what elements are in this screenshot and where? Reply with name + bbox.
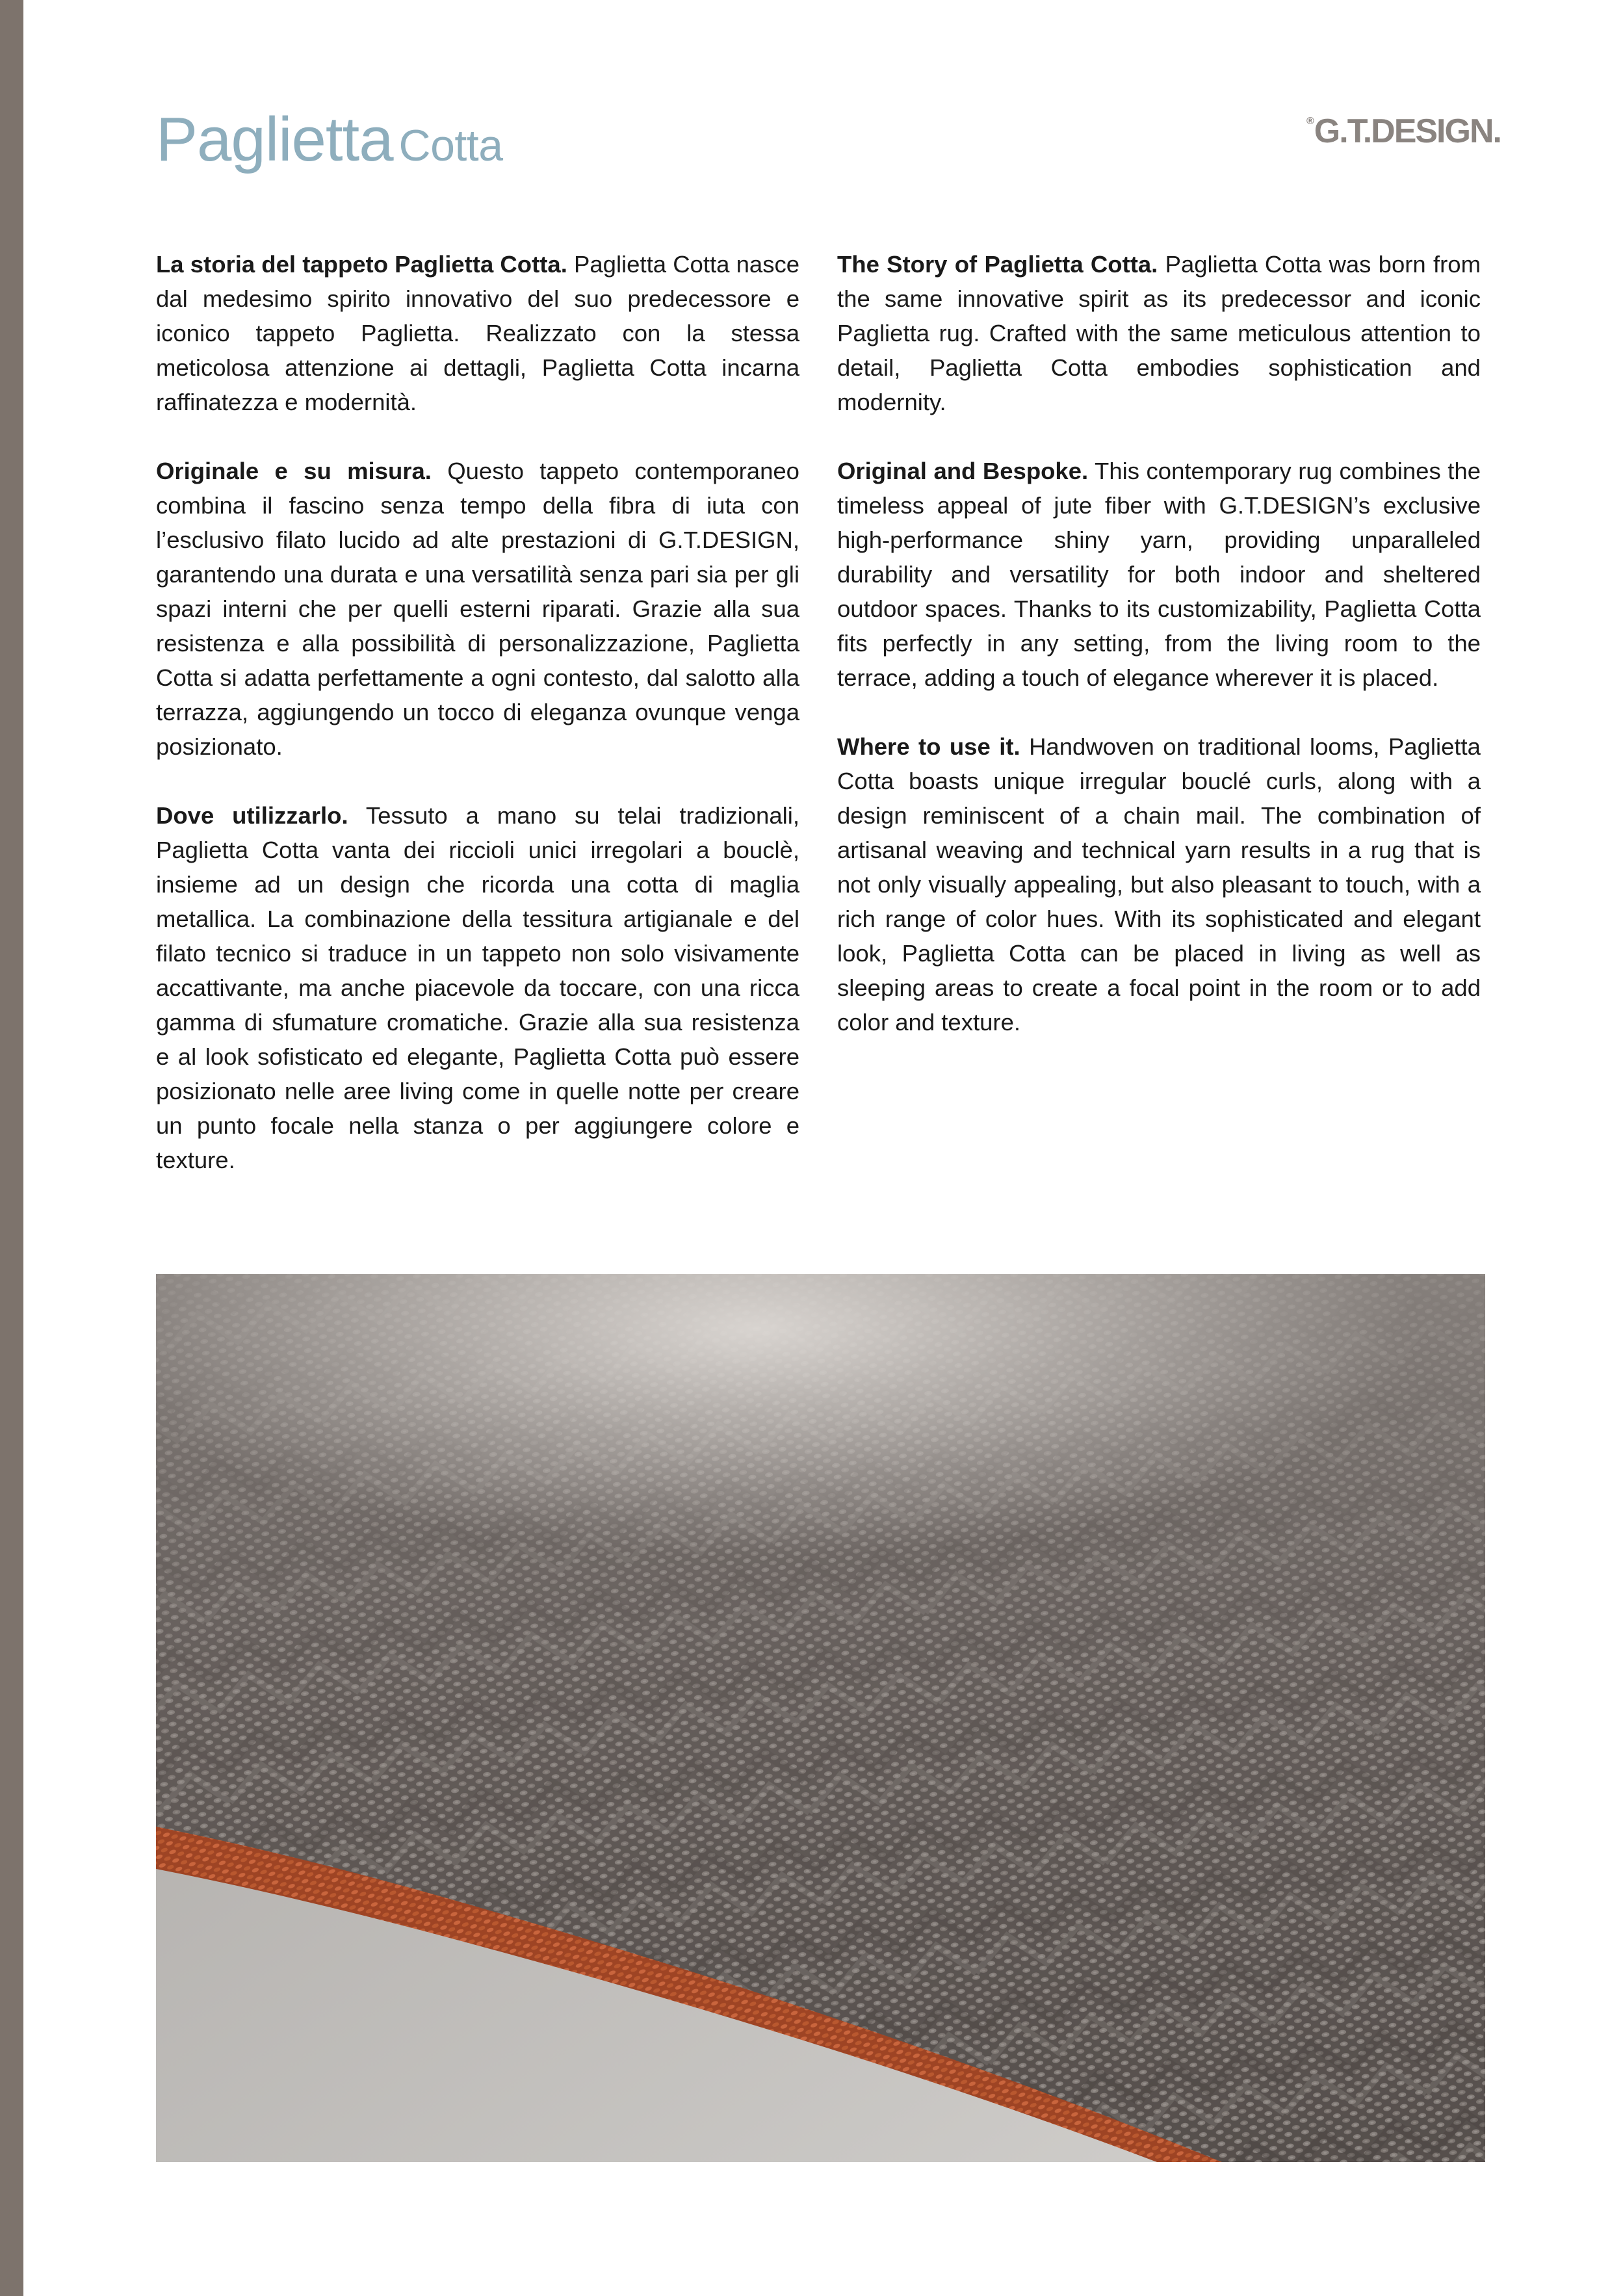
paragraph-story-en xyxy=(837,247,1481,419)
rug-photo xyxy=(156,1274,1485,2162)
paragraph-bespoke-en xyxy=(837,454,1481,695)
paragraph-body: Questo tappeto contemporaneo combina il fascino senza tempo della fibra di iuta con l’esclusivo filato lucido ad alte prestazioni di G.T.DESIGN, garantendo una durata e una versatilità senza pari sia per gli spazi interni che per quelli esterni riparati. Grazie alla sua resistenza e alla possibilità di personalizzazione, Paglietta Cotta si adatta perfettamente a ogni contesto, dal salotto alla terrazza, aggiungendo un tocco di eleganza ovunque venga posizionato. xyxy=(156,458,799,760)
paragraph-story-it xyxy=(156,247,799,419)
light-highlight xyxy=(156,1274,1485,1729)
paragraph-body: Tessuto a mano su telai tradizionali, Paglietta Cotta vanta dei riccioli unici irregolari a bouclè, insieme ad un design che ricorda una cotta di maglia metallica. La combinazione della tessitura artigianale e del filato tecnico si traduce in un tappeto non solo visivamente accattivante, ma anche piacevole da toccare, con una ricca gamma di sfumature cromatiche. Grazie alla sua resistenza e al look sofisticato ed elegante, Paglietta Cotta può essere posizionato nelle aree living come in quelle notte per creare un punto focale nella stanza o per aggiungere colore e texture. xyxy=(156,802,799,1173)
paragraph-usage-it xyxy=(156,798,799,1177)
paragraph-body: Handwoven on traditional looms, Paglietta Cotta boasts unique irregular bouclé curls, along with a design reminiscent of a chain mail. The combination of artisanal weaving and technical yarn results in a rug that is not only visually appealing, but also pleasant to touch, with a rich range of color hues. With its sophisticated and elegant look, Paglietta Cotta can be placed in living as well as sleeping areas to create a focal point in the room or to add color and texture. xyxy=(837,733,1481,1036)
registered-mark: ® xyxy=(1306,116,1314,127)
title-main: Paglietta xyxy=(156,105,393,174)
paragraph-lead: The Story of Paglietta Cotta. xyxy=(837,251,1158,278)
paragraph-lead: La storia del tappeto Paglietta Cotta. xyxy=(156,251,567,278)
paragraph-lead: Where to use it. xyxy=(837,733,1020,760)
paragraph-lead: Dove utilizzarlo. xyxy=(156,802,348,829)
rug-photo-image xyxy=(156,1274,1485,2162)
title-sub: Cotta xyxy=(398,121,503,170)
paragraph-lead: Originale e su misura. xyxy=(156,458,432,484)
logo-text: G.T.DESIGN. xyxy=(1314,112,1501,150)
brand-logo xyxy=(1306,112,1501,151)
paragraph-body: Paglietta Cotta nasce dal medesimo spirito innovativo del suo predecessore e iconico tappeto Paglietta. Realizzato con la stessa meticolosa attenzione ai dettagli, Paglietta Cotta incarna raffinatezza e modernità. xyxy=(156,251,799,415)
side-band xyxy=(0,0,23,2296)
page-title xyxy=(156,104,503,176)
paragraph-body: Paglietta Cotta was born from the same innovative spirit as its predecessor and iconic Paglietta rug. Crafted with the same meticulous attention to detail, Paglietta Cotta embodies sophistication and modernity. xyxy=(837,251,1481,415)
italian-column xyxy=(156,247,799,1177)
paragraph-usage-en xyxy=(837,729,1481,1039)
english-column xyxy=(837,247,1481,1039)
paragraph-lead: Original and Bespoke. xyxy=(837,458,1089,484)
paragraph-bespoke-it xyxy=(156,454,799,764)
paragraph-body: This contemporary rug combines the timeless appeal of jute fiber with G.T.DESIGN’s exclusive high-performance shiny yarn, providing unparalleled durability and versatility for both indoor and sheltered outdoor spaces. Thanks to its customizability, Paglietta Cotta fits perfectly in any setting, from the living room to the terrace, adding a touch of elegance wherever it is placed. xyxy=(837,458,1481,691)
